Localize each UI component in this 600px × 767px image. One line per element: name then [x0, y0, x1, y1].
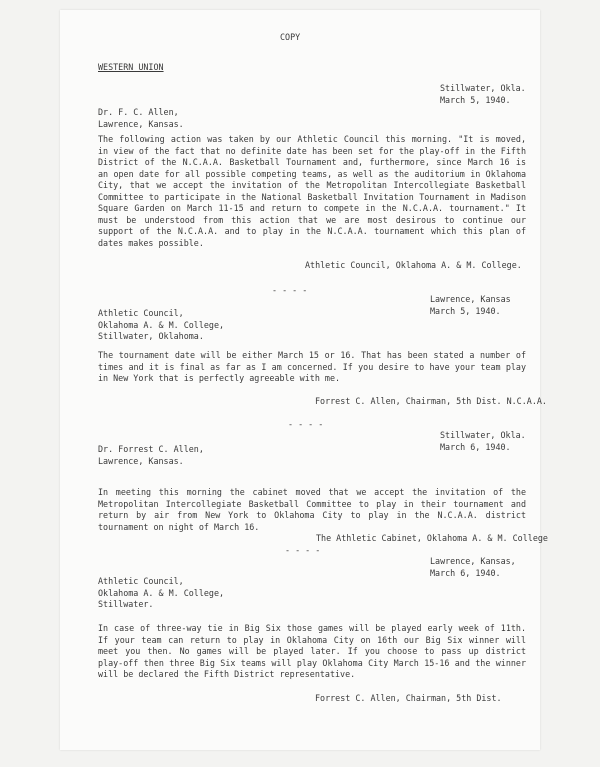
telegram2-date: March 5, 1940.: [430, 306, 501, 316]
separator-2: - - - -: [288, 419, 324, 429]
telegram1-signature: Athletic Council, Oklahoma A. & M. College.: [305, 260, 522, 270]
telegram4-body: In case of three-way tie in Big Six those games will be played early week of 11th. If your team can return to play in Oklahoma City on 16th our Big Six winner will meet you then. No games will be played later. If you choose to pass up district play-off then three Big Six teams will play Oklahoma City March 15-16 and the winner will be declared the Fifth District representative.: [98, 623, 526, 679]
telegram2-signature: Forrest C. Allen, Chairman, 5th Dist. N.C.A.A.: [315, 396, 547, 406]
telegram1-date: March 5, 1940.: [440, 95, 511, 105]
telegram3-date: March 6, 1940.: [440, 442, 511, 452]
telegram2-body: The tournament date will be either March 15 or 16. That has been stated a number of times and it is final as far as I am concerned. If you desire to have your team play in New York that is perfectly agreeable with me.: [98, 350, 526, 383]
telegram4-place: Lawrence, Kansas,: [430, 556, 516, 566]
document-page: [60, 10, 548, 750]
telegram4-signature: Forrest C. Allen, Chairman, 5th Dist.: [315, 693, 502, 703]
telegram2-recipient: Athletic Council, Oklahoma A. & M. College, Stillwater, Oklahoma.: [98, 308, 225, 341]
telegram3-recipient: Dr. Forrest C. Allen, Lawrence, Kansas.: [98, 444, 204, 466]
western-union-header: WESTERN UNION: [98, 62, 164, 72]
telegram1-place: Stillwater, Okla.: [440, 83, 526, 93]
copy-label: COPY: [280, 32, 301, 42]
telegram1-recipient: Dr. F. C. Allen, Lawrence, Kansas.: [98, 107, 184, 129]
telegram3-place: Stillwater, Okla.: [440, 430, 526, 440]
telegram3-body: In meeting this morning the cabinet moved that we accept the invitation of the Metropolitan Intercollegiate Basketball Committee to play in their tournament and return by air from New York to Oklahoma City to play in the N.C.A.A. district tournament on night of March 16.: [98, 487, 526, 532]
telegram1-body: The following action was taken by our Athletic Council this morning. "It is moved, in view of the fact that no definite date has been set for the play-off in the Fifth District of the N.C.A.A. Basketball Tournament and, furthermore, since March 16 is an open date for all possible competing teams, as well as the auditorium in Oklahoma City, that we accept the invitation of the Metropolitan Intercollegiate Basketball Committee to participate in the National Basketball Invitation Tournament in Madison Square Garden on March 11-15 and return to compete in the N.C.A.A. tournament." It must be understood from this action that we are most desirous to continue our support of the N.C.A.A. and to play in the N.C.A.A. tournament which this plan of dates makes possible.: [98, 134, 526, 248]
telegram4-recipient: Athletic Council, Oklahoma A. & M. College, Stillwater.: [98, 576, 225, 609]
telegram2-place: Lawrence, Kansas: [430, 294, 511, 304]
telegram3-signature: The Athletic Cabinet, Oklahoma A. & M. College: [316, 533, 548, 543]
separator-3: - - - -: [285, 545, 321, 555]
telegram4-date: March 6, 1940.: [430, 568, 501, 578]
separator-1: - - - -: [272, 285, 308, 295]
